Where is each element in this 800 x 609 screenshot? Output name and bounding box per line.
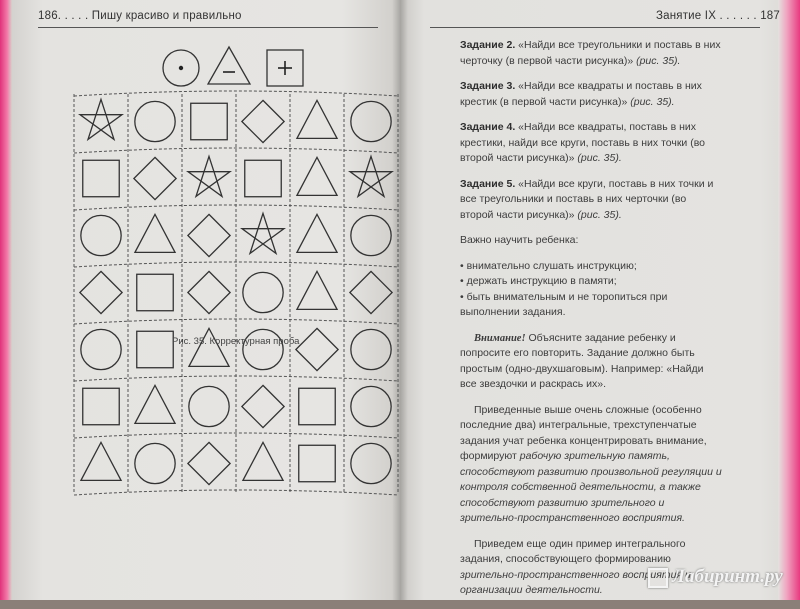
square-shape: [191, 103, 227, 139]
triangle-shape: [135, 214, 175, 252]
square-shape: [83, 160, 119, 196]
task-label: Задание 2.: [460, 39, 516, 51]
task-2: [460, 38, 722, 69]
circle-shape: [243, 272, 283, 312]
square-shape: [299, 445, 335, 481]
triangle-shape: [243, 442, 283, 480]
bullet-item: • держать инструкцию в памяти;: [460, 275, 617, 287]
circle-shape: [81, 215, 121, 255]
diamond-shape: [134, 157, 176, 199]
circle-shape: [351, 215, 391, 255]
legend-triangle-icon: [208, 47, 250, 84]
circle-shape: [351, 101, 391, 141]
diamond-shape: [242, 100, 284, 142]
task-text: «Найди все квадраты, поставь в них крестики, найди все круги, поставь в них точки (во второй части рисунка)»: [460, 121, 706, 164]
triangle-shape: [81, 442, 121, 480]
task-figure-ref: (рис. 35).: [577, 208, 622, 221]
right-page-header: Занятие IX . . . . . . 187: [656, 10, 780, 22]
triangle-shape: [297, 100, 337, 138]
task-label: Задание 3.: [460, 80, 516, 92]
task-figure-ref: (рис. 35).: [577, 152, 622, 164]
diamond-shape: [350, 271, 392, 313]
attention-text: Объясните задание ребенку и попросите его повторить. Задание должно быть простым (одно-двухшаговым). Например: «Найди все звездочки и раскрась их».: [460, 331, 704, 390]
left-page-header: 186. . . . . Пишу красиво и правильно: [38, 10, 242, 22]
circle-shape: [351, 386, 391, 426]
star-shape: [350, 156, 392, 196]
square-shape: [83, 388, 119, 424]
task-text: «Найди все треугольники и поставь в них черточку (в первой части рисунка)»: [460, 39, 721, 67]
right-text-column: [460, 38, 722, 609]
square-shape: [137, 331, 173, 367]
bullet-item: • внимательно слушать инструкцию;: [460, 259, 637, 272]
task-4: [460, 120, 722, 167]
attention-paragraph: [460, 331, 722, 393]
paragraph-2-text: Приведем еще один пример интегрального задания, способствующего формированию: [460, 537, 686, 565]
task-figure-ref: (рис. 35).: [630, 95, 675, 108]
diamond-shape: [80, 271, 122, 313]
circle-shape: [135, 443, 175, 483]
paragraph-1: [460, 403, 722, 527]
diamond-shape: [242, 385, 284, 427]
legend-dot-icon: [179, 66, 183, 70]
circle-shape: [81, 329, 121, 369]
paragraph-2-italic: зрительно-пространственного восприятия и организации деятельности.: [460, 568, 691, 596]
diamond-shape: [188, 214, 230, 256]
diamond-shape: [188, 271, 230, 313]
site-watermark: [648, 566, 783, 588]
task-5: [460, 177, 722, 224]
task-label: Задание 5.: [460, 177, 516, 190]
attention-label: Внимание!: [474, 332, 526, 344]
task-figure-ref: (рис. 35).: [636, 54, 681, 67]
paragraph-1-text: Приведенные выше очень сложные (особенно последние два) интегральные, трехступенчатые задания учат ребенка концентрировать внимание, формируют: [460, 403, 707, 462]
square-shape: [299, 388, 335, 424]
triangle-shape: [297, 214, 337, 252]
important-intro: Важно научить ребенка:: [460, 234, 579, 246]
triangle-shape: [135, 385, 175, 423]
task-text: «Найди все квадраты и поставь в них крестик (в первой части рисунка)»: [460, 80, 702, 108]
watermark-logo-icon: [648, 568, 668, 588]
circle-shape: [351, 443, 391, 483]
diamond-shape: [296, 328, 338, 370]
triangle-shape: [189, 328, 229, 366]
task-label: Задание 4.: [460, 121, 516, 133]
square-shape: [245, 160, 281, 196]
task-3: [460, 79, 722, 110]
diamond-shape: [188, 442, 230, 484]
star-shape: [80, 99, 122, 139]
paragraph-1-italic: рабочую зрительную память, способствуют развитию произвольной регуляции и контроля собственной деятельности, а также способствуют развитию зрительного и зрительно-пространственного восприятия.: [460, 450, 722, 524]
bullet-list: [460, 259, 722, 321]
circle-shape: [189, 386, 229, 426]
task-text: «Найди все круги, поставь в них точки и все треугольники и поставь в них черточки (во второй части рисунка)»: [460, 177, 714, 221]
circle-shape: [351, 329, 391, 369]
triangle-shape: [297, 271, 337, 309]
watermark-text: Лабиринт.ру: [672, 566, 783, 587]
star-shape: [188, 156, 230, 196]
circle-shape: [135, 101, 175, 141]
triangle-shape: [297, 157, 337, 195]
figure-caption: Рис. 35. Корректурная проба: [172, 336, 300, 347]
square-shape: [137, 274, 173, 310]
star-shape: [242, 213, 284, 253]
bullet-item: • быть внимательным и не торопиться при выполнении задания.: [460, 290, 668, 318]
